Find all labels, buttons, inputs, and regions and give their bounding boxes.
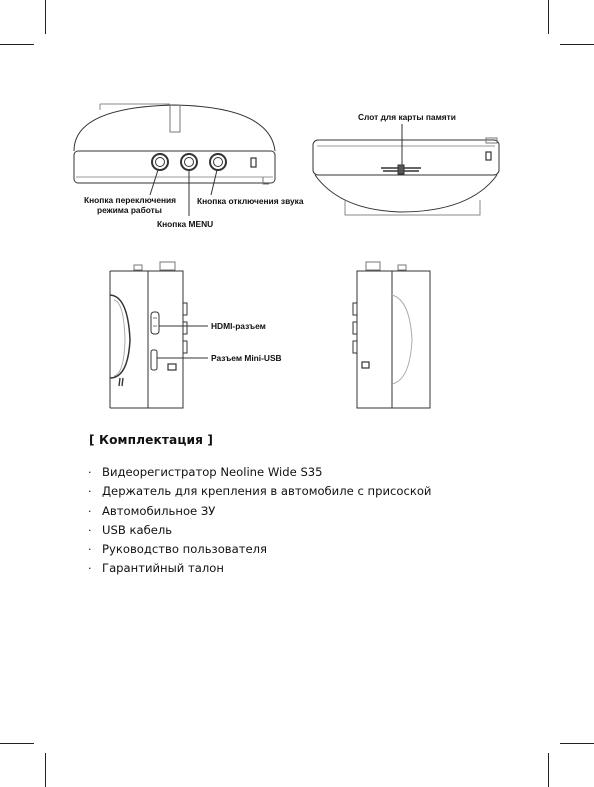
bullet: · bbox=[88, 504, 92, 518]
list-item-text: Автомобильное ЗУ bbox=[102, 503, 216, 518]
label-menu-button: Кнопка MENU bbox=[157, 219, 214, 229]
list-item-text: USB кабель bbox=[102, 522, 173, 537]
list-item bbox=[88, 521, 431, 540]
list-item bbox=[88, 463, 431, 482]
mini-usb-port bbox=[151, 350, 157, 370]
package-contents-list bbox=[88, 463, 431, 579]
label-mode-button-line1: Кнопка переключения bbox=[84, 195, 177, 205]
crop-mark-bottom-left-vertical bbox=[45, 753, 46, 787]
list-item bbox=[88, 559, 431, 578]
list-item bbox=[88, 482, 431, 501]
crop-mark-bottom-right-horizontal bbox=[560, 743, 594, 744]
list-item bbox=[88, 540, 431, 559]
list-item bbox=[88, 502, 431, 521]
hdmi-port bbox=[151, 312, 159, 334]
bullet: · bbox=[88, 466, 92, 479]
device-left-side-view bbox=[110, 262, 208, 408]
label-mute-button: Кнопка отключения звука bbox=[197, 196, 304, 206]
crop-mark-bottom-right-vertical bbox=[548, 753, 549, 787]
label-mini-usb-port: Разъем Mini-USB bbox=[211, 353, 282, 363]
label-hdmi-port: HDMI-разъем bbox=[211, 321, 266, 331]
bullet: · bbox=[88, 543, 92, 557]
bullet: · bbox=[88, 562, 92, 576]
bullet: · bbox=[88, 523, 92, 537]
list-item-text: Держатель для крепления в автомобиле с присоской bbox=[102, 484, 432, 499]
bullet: · bbox=[88, 485, 92, 499]
label-mode-button-line2: режима работы bbox=[97, 205, 162, 215]
list-item-text: Гарантийный талон bbox=[102, 561, 224, 576]
list-item-text: Видеорегистратор Neoline Wide S35 bbox=[102, 465, 323, 479]
list-item-text: Руководство пользователя bbox=[102, 542, 268, 557]
section-title: [ Комплектация ] bbox=[89, 433, 214, 447]
crop-mark-bottom-left-horizontal bbox=[0, 743, 34, 744]
device-right-side-view bbox=[353, 262, 430, 408]
label-memory-slot: Слот для карты памяти bbox=[358, 112, 456, 122]
device-back-view bbox=[313, 124, 499, 215]
